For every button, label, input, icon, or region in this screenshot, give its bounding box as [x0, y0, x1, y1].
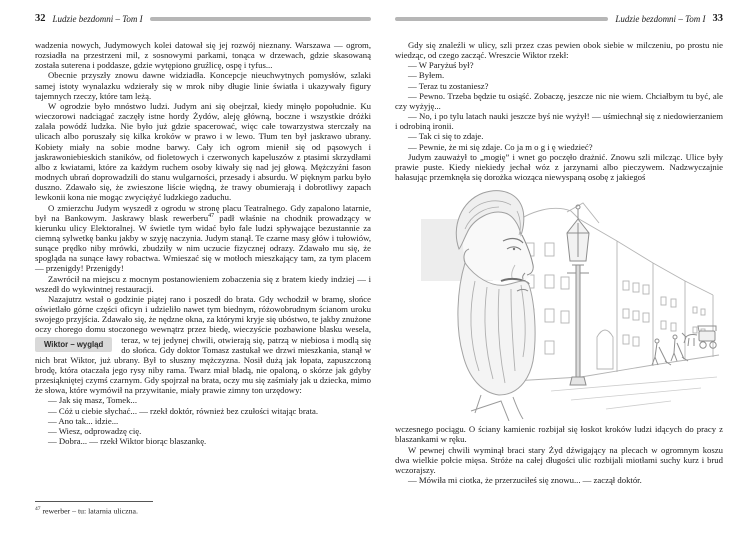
paragraph: — Tak ci się to zdaje.: [408, 131, 484, 142]
running-head-left: [35, 13, 371, 25]
page-right: [395, 0, 723, 538]
page-number: 32: [35, 12, 46, 24]
footnote-ref: 47: [208, 212, 215, 219]
paragraph: Gdy się znaleźli w ulicy, szli przez czas pewien obok siebie w milczeniu, po prostu nie wiedząc, od czego zacząć. Wreszcie Wiktor rzekł:: [395, 40, 723, 61]
paragraph: — Teraz tu zostaniesz?: [408, 80, 489, 91]
footnote-rule: [35, 501, 153, 502]
paragraph: — Mówiła mi ciotka, że przerzuciłeś się znowu... — zaczął doktór.: [408, 474, 642, 485]
paragraph: Obecnie przyszły znowu dawne widziadła. Koncepcje nieuchwytnych pomysłów, szlaki samej istoty wynalazku wdzierały się w mrok niby długie linie światła i ukazywały figury tajemnych rzeczy, które tam leżą.: [35, 70, 371, 101]
paragraph: — Ano tak... idzie...: [48, 415, 119, 426]
footnote-block: [35, 501, 371, 516]
paragraph: — Jak się masz, Tomek...: [48, 395, 137, 406]
footnote: [35, 505, 371, 516]
page-body-right-top: [395, 40, 723, 182]
paragraph: — Dobra... — rzekł Wiktor biorąc blaszankę.: [48, 436, 207, 447]
margin-note: Wiktor – wygląd: [35, 337, 112, 352]
header-rule: [395, 17, 608, 21]
paragraph: — Cóż u ciebie słychać... — rzekł doktór, również bez czułości witając brata.: [48, 405, 319, 416]
paragraph: — No, i po tylu latach nauki jeszcze byś nie wyżył! — uśmiechnął się z niedowierzaniem i odrobiną ironii.: [395, 111, 723, 132]
paragraph: W ogrodzie było mnóstwo ludzi. Judym ani się obejrzał, kiedy minęło popołudnie. Ku wieczorowi nadciągać zaczęły istne hordy Żydów, aleję główną, boczne i wszystkie dróżki zalała powódź ludzka. Nie było już gdzie spacerować, więc całe towarzystwa sterczały na ulicach albo poruszały się kilka kroków w prawo i w lewo. Tłum ten był jaskrawo ubrany. Kobiety miały na sobie modne barwy. Cały ich ogrom mienił się od pąsowych i jaskrawoniebieskich staników, od fioletowych i czerwonych kapeluszów z ptasimi skrzydłami albo z kwiatami, które za każdym ruchem osoby kiwały się nad jej głową. Mężczyźni fason modnych ubrań doprowadzili do stanu wulgarności, przesady i absurdu. W pięknym parku było duszno. Zdawało się, że zwieszone liście więdną, że trawy obumierają i dobrotliwy zapach lewkonii kona nie mogąc zwyciężyć ludzkiego zaduchu.: [35, 100, 371, 203]
page-left: [35, 0, 371, 538]
paragraph: wadzenia nowych, Judymowych kolei datował się jej rozwój nieznany. Warszawa — ogrom, rozsiadła na przestrzeni mil, z sosnowymi parkami, tonąca w drzewach, gdzie skasowaną została suterena i poddasze, gdzie wytępiono gruźlicę, ospę i tyfus...: [35, 40, 371, 71]
paragraph: Zawrócił na miejscu z mocnym postanowieniem zobaczenia się z bratem kiedy indziej — i wszedł do wykwintnej restauracji.: [35, 273, 371, 294]
book-title: Ludzie bezdomni – Tom I: [52, 13, 143, 24]
header-rule: [150, 17, 371, 21]
book-title: Ludzie bezdomni – Tom I: [615, 13, 706, 24]
paragraph: — Pewnie, że mi się zdaje. Co ja m o g i ę wiedzieć?: [408, 141, 593, 152]
page-body-left: [35, 40, 371, 446]
paragraph: Judym zauważył to „mogię” i wnet go poczęło drażnić. Znowu szli milcząc. Ulice były prawie puste. Kiedy niekiedy jechał wóz z jarzynami albo pieczywem. Nadzwyczajnie hałasując przemknęła się dorożka wioząca niewyspaną osobę z jakiegoś: [395, 151, 723, 183]
footnote-marker: 47: [35, 506, 41, 513]
paragraph: — Byłem.: [408, 70, 445, 81]
paragraph: — W Paryżuś był?: [408, 60, 474, 71]
paragraph: — Wiesz, odprowadzę cię.: [48, 425, 142, 436]
paragraph: — Pewno. Trzeba będzie tu osiąść. Zobaczę, jeszcze nic nie wiem. Chciałbym tu być, ale czy wyżyję...: [395, 90, 723, 111]
street-scene-illustration-icon: [421, 185, 723, 421]
paragraph: Nazajutrz wstał o godzinie piątej rano i poszedł do brata. Gdy wchodził w bramę, słońce oświetlało górne części oficyn i udzieliło nawet tym biednym, różowobrudnym ścianom uroku swojego przyjścia. Zdawało się, że nędzne okna, za którymi kryje się ubóstwo, te jakby znużone oczy chorego domu stoczonego wewnątrz przez biedę, wieczyście pozbawione blasku wesela, teraz, w tej jedynej chwili, otwierają się, patrzą Wiktor – wygląd w niebiosa i modlą się do słońca. Gdy doktor Tomasz zastukał we drzwi mieszkania, stanął w nich brat Wiktor, już ubrany. Był to słuszny mężczyzna. Nosił dużą jak łopata, zapuszczoną brodę, która otaczała jego rysy niby rama. Twarz miał bladą, nie opaloną, o skórze jak gdyby przesiąkniętej czymś czarnym. Gdy spojrzał na brata, oczy mu się zaśmiały jak u dziecka, mimo że słowa, które wymówił na przywitanie, miały prawie zimny ton urzędowy:: [35, 293, 371, 396]
paragraph: W pewnej chwili wyminął braci stary Żyd dźwigający na plecach w ogromnym koszu dwa wielkie połcie mięsa. Stróże na całej długości ulic rozbijali miotłami suchy kurz i brud wczorajszy.: [395, 444, 723, 475]
page-body-right-bottom: [395, 424, 723, 485]
paragraph: O zmierzchu Judym wyszedł z ogrodu w stronę placu Teatralnego. Gdy zapalono latarnie, był na Bankowym. Jaskrawy blask rewerberu$^{47}$ padł właśnie na chodnik prowadzący w kierunku ulicy Elektoralnej. W świetle tym widać było fale ludzi spływające bezustannie za ciemną sylwetkę banku jakby w szyję naczynia. Judym stanął. Te czarne masy głów i tułowiów, sunące prędko niby mrówki, zbudziły w nim uczucie fizycznej odrazy. Zdawało mu się, że spogląda na sunące ławy robactwa. Wmieszać się w motłoch mieszkający tam, za tym placem — przenigdy! Przenigdy!: [35, 202, 371, 274]
running-head-right: [395, 13, 723, 25]
page-number: 33: [712, 12, 723, 24]
paragraph: wczesnego pociągu. O ściany kamienic rozbijał się łoskot kroków ludzi idących do pracy z blaszankami w ręku.: [395, 424, 723, 445]
footnote-text: rewerber – tu: latarnia uliczna.: [42, 507, 138, 516]
illustration-wrap: [421, 185, 723, 421]
